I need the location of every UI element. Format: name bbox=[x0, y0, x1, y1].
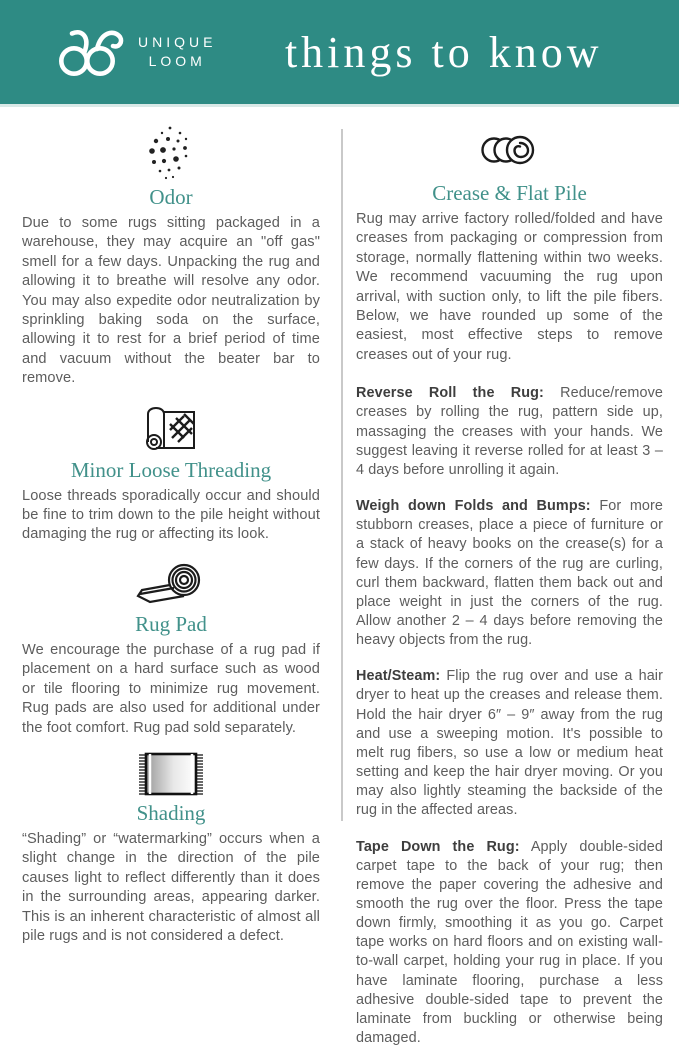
shaded-rug-icon bbox=[22, 751, 320, 797]
section-odor bbox=[22, 125, 320, 389]
page-title: things to know bbox=[284, 27, 603, 77]
column-divider bbox=[341, 129, 343, 821]
section-body-odor: Due to some rugs sitting packaged in a warehouse, they may acquire an "off gas" smell for a few days. Unpacking the rug and allowing it to breathe will resolve any odor. You may also expedite odor neutralization by sprinkling baking soda on the surface, allowing it to rest for a brief period of time and vacuum without the beater bar to remove. bbox=[22, 215, 320, 387]
tip-body-weigh-down: For more stubborn creases, place a piece of furniture or a stack of heavy books on the crease(s) for a few days. If the corners of the rug are curling, curl them backward, flatten them back out and place weight in just the corners of the rug. Allow another 2 – 4 days before removing the heavy objects from the rug. bbox=[356, 498, 664, 649]
tip-body-heat-steam: Flip the rug over and use a hair dryer to heat up the creases and release them. Hold the hair dryer 6″ – 9″ away from the rug and use a sweeping motion. It's possible to melt rug fibers, so use a low or medium heat setting and keep the hair dryer moving. Or you may also lightly steaming the backside of the rug in the affected areas. bbox=[356, 668, 663, 819]
rolled-rug-spiral-icon bbox=[356, 133, 663, 167]
section-title-rug-pad: Rug Pad bbox=[135, 611, 207, 636]
unique-loom-logo-icon bbox=[56, 26, 126, 78]
section-crease-flat-pile bbox=[356, 133, 663, 365]
brand-name bbox=[138, 33, 216, 71]
rug-pad-roll-icon bbox=[22, 558, 320, 608]
tip-weigh-down bbox=[356, 497, 663, 650]
tip-body-tape-down: Apply double-sided carpet tape to the back of your rug; then remove the paper covering the adhesive and smooth the rug over the floor. Press the tape down firmly, smoothing it as you go. Carpet tape works on hard floors and on existing wall-to-wall carpet, holding your rug in place. If you have laminate flooring, purchase a less adhesive double-sided tape to prevent the laminate from buckling or otherwise being damaged. bbox=[356, 838, 663, 1047]
section-body-crease: Rug may arrive factory rolled/folded and have creases from packaging or compression from storage, normally flattening within two weeks. We recommend vacuuming the rug upon arrival, with suction only, to lift the pile fibers. Below, we have rounded up some of the easiest, most effective steps to remove creases out of your rug. bbox=[356, 211, 663, 363]
tip-label-reverse-roll: Reverse Roll the Rug: bbox=[356, 385, 544, 402]
section-title-shading: Shading bbox=[136, 800, 206, 825]
section-title-crease: Crease & Flat Pile bbox=[432, 181, 587, 205]
tip-heat-steam bbox=[356, 667, 663, 820]
tip-tape-down bbox=[356, 838, 663, 1048]
tip-reverse-roll bbox=[356, 384, 663, 480]
tip-label-heat-steam: Heat/Steam: bbox=[356, 668, 441, 685]
section-body-shading: “Shading” or “watermarking” occurs when a slight change in the direction of the pile causes light to reflect differently than it does in the surrounding areas, appearing darker. This is an inherent characteristic of almost all pile rugs and is not considered a defect. bbox=[22, 830, 320, 944]
right-column bbox=[354, 121, 665, 1047]
brand-line2: LOOM bbox=[148, 53, 206, 69]
odor-particles-icon bbox=[22, 125, 320, 181]
brand-line1: UNIQUE bbox=[138, 34, 217, 51]
tip-body-reverse-roll: Reduce/remove creases by rolling the rug, pattern side up, massaging the creases with your hands. We suggest leaving it reverse rolled for at least 3 – 4 days before unrolling it again. bbox=[356, 385, 663, 478]
tip-label-tape-down: Tape Down the Rug: bbox=[356, 838, 520, 855]
section-body-threading: Loose threads sporadically occur and should be fine to trim down to the pile height without damaging the rug or affecting its look. bbox=[22, 487, 320, 543]
content bbox=[0, 107, 679, 1047]
header bbox=[0, 0, 679, 107]
rolled-rug-threading-icon bbox=[22, 402, 320, 454]
section-title-threading: Minor Loose Threading bbox=[70, 457, 272, 482]
section-body-rug-pad: We encourage the purchase of a rug pad if placement on a hard surface such as wood or tile flooring to minimize rug movement. Rug pads are also used for additional under the foot comfort. Rug pad sold separately. bbox=[22, 641, 320, 736]
section-rug-pad bbox=[22, 558, 320, 738]
tip-label-weigh-down: Weigh down Folds and Bumps: bbox=[356, 498, 591, 515]
brand bbox=[56, 26, 216, 78]
section-title-odor: Odor bbox=[149, 185, 193, 209]
section-shading bbox=[22, 751, 320, 946]
left-column bbox=[22, 121, 330, 944]
section-minor-loose-threading bbox=[22, 402, 320, 545]
